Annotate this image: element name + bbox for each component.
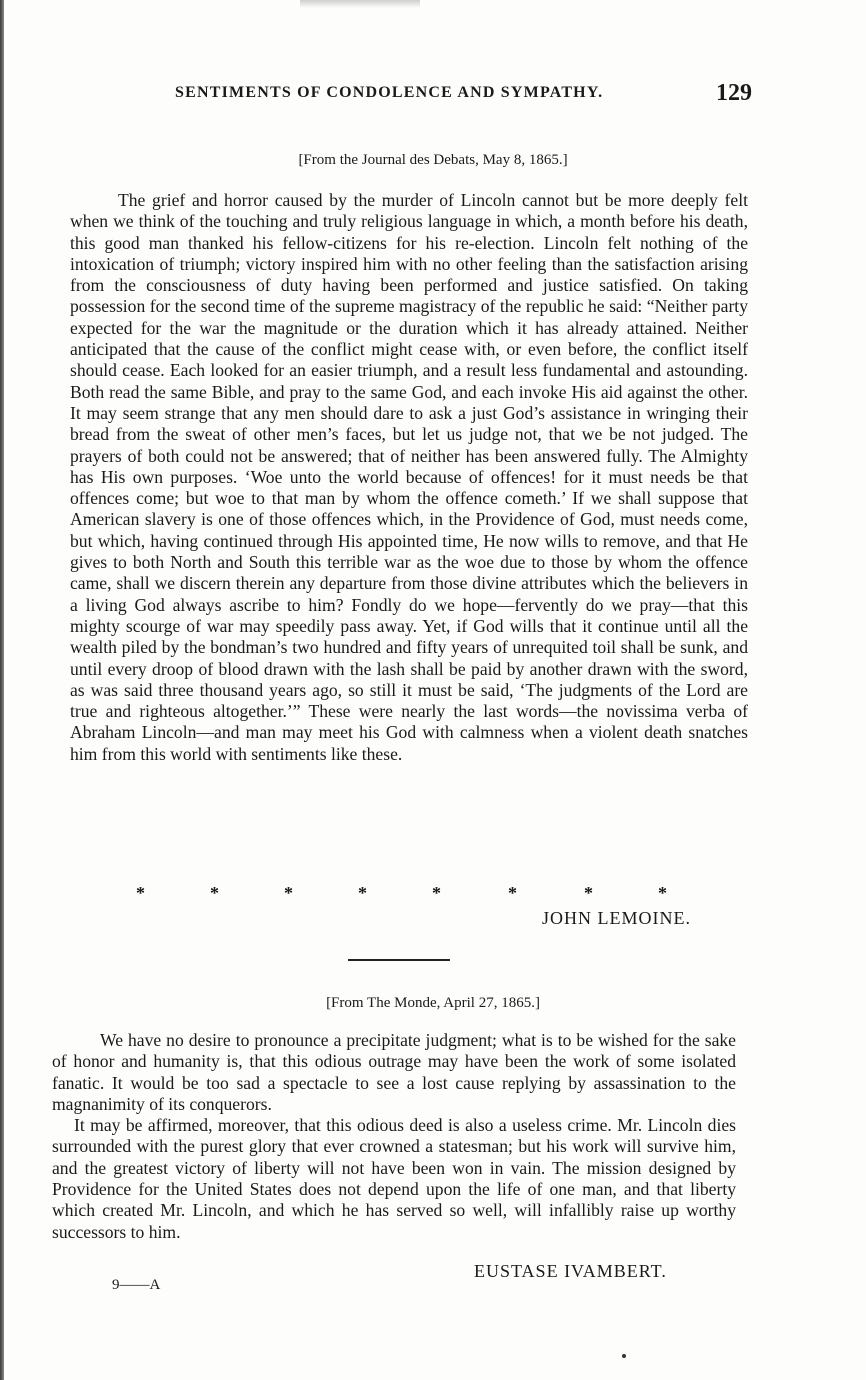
signature-mark: 9——A bbox=[112, 1277, 161, 1293]
star-separator: * bbox=[284, 883, 293, 903]
page-number: 129 bbox=[716, 80, 752, 106]
article1-paragraph: The grief and horror caused by the murder of Lincoln cannot but be more deeply felt when we think of the touching and truly religious language in which, a month before his death, this good man thanked his fellow-citizens for his re-election. Lincoln felt nothing of the intoxication of triumph; victory inspired him with no other feeling than the satisfaction arising from the consciousness of duty having been performed and justice satisfied. On taking possession for the second time of the supreme magistracy of the republic he said: “Neither party expected for the war the magnitude or the duration which it has already attained. Neither anticipated that the cause of the conflict might cease with, or even before, the conflict itself should cease. Each looked for an easier triumph, and a result less fundamental and astounding. Both read the same Bible, and pray to the same God, and each invoke His aid against the other. It may seem strange that any men should dare to ask a just God’s assistance in wringing their bread from the sweat of other men’s faces, but let us judge not, that we be not judged. The prayers of both could not be answered; that of neither has been answered fully. The Almighty has His own purposes. ‘Woe unto the world because of offences! for it must needs be that offences come; but woe to that man by whom the offence cometh.’ If we shall suppose that American slavery is one of those offences which, in the Providence of God, must needs come, but which, having continued through His appointed time, He now wills to remove, and that He gives to both North and South this terrible war as the woe due to those by whom the offence came, shall we discern therein any departure from those divine attributes which the believers in a living God always ascribe to him? Fondly do we hope—fervently do we pray—that this mighty scourge of war may speedily pass away. Yet, if God wills that it continue until all the wealth piled by the bondman’s two hundred and fifty years of unrequited toil shall be sunk, and until every droop of blood drawn with the lash shall be paid by another drawn with the sword, as was said three thousand years ago, so still it must be said, ‘The judgments of the Lord are true and righteous altogether.’” These were nearly the last words—the novissima verba of Abraham Lincoln—and man may meet his God with calmness when a violent death snatches him from this world with sentiments like these. bbox=[70, 190, 748, 764]
article2-paragraph-2: It may be affirmed, moreover, that this odious deed is also a useless crime. Mr. Lincoln dies surrounded with the purest glory that ever crowned a statesman; but his work will survive him, and the greatest victory of liberty will not have been won in vain. The mission designed by Providence for the United States does not depend upon the life of one man, and that liberty which created Mr. Lincoln, and which he has served so well, will infallibly raise up worthy successors to him. bbox=[52, 1115, 736, 1242]
star-separator: * bbox=[358, 883, 367, 903]
article1-signature: JOHN LEMOINE. bbox=[542, 908, 691, 928]
article1-body bbox=[70, 190, 748, 765]
article1-source: [From the Journal des Debats, May 8, 1865.] bbox=[298, 152, 568, 168]
article2-paragraph-1: We have no desire to pronounce a precipitate judgment; what is to be wished for the sake of honor and humanity is, that this odious outrage may have been the work of some isolated fanatic. It would be too sad a spectacle to see a lost cause replying by assassination to the magnanimity of its conquerors. bbox=[52, 1030, 736, 1114]
ink-dot bbox=[622, 1354, 626, 1358]
article2-body bbox=[52, 1030, 736, 1243]
star-separator: * bbox=[508, 883, 517, 903]
star-separator: * bbox=[432, 883, 441, 903]
star-separator: * bbox=[584, 883, 593, 903]
page-edge-shadow bbox=[0, 0, 4, 1380]
article2-source: [From The Monde, April 27, 1865.] bbox=[326, 995, 540, 1011]
star-separator: * bbox=[210, 883, 219, 903]
article2-signature: EUSTASE IVAMBERT. bbox=[474, 1261, 667, 1281]
running-title: SENTIMENTS OF CONDOLENCE AND SYMPATHY. bbox=[175, 84, 604, 101]
scan-smudge bbox=[300, 0, 420, 8]
star-separator: * bbox=[136, 883, 145, 903]
star-separator: * bbox=[658, 883, 667, 903]
running-head bbox=[60, 80, 760, 114]
section-divider bbox=[348, 959, 450, 961]
section-stars bbox=[0, 883, 866, 903]
